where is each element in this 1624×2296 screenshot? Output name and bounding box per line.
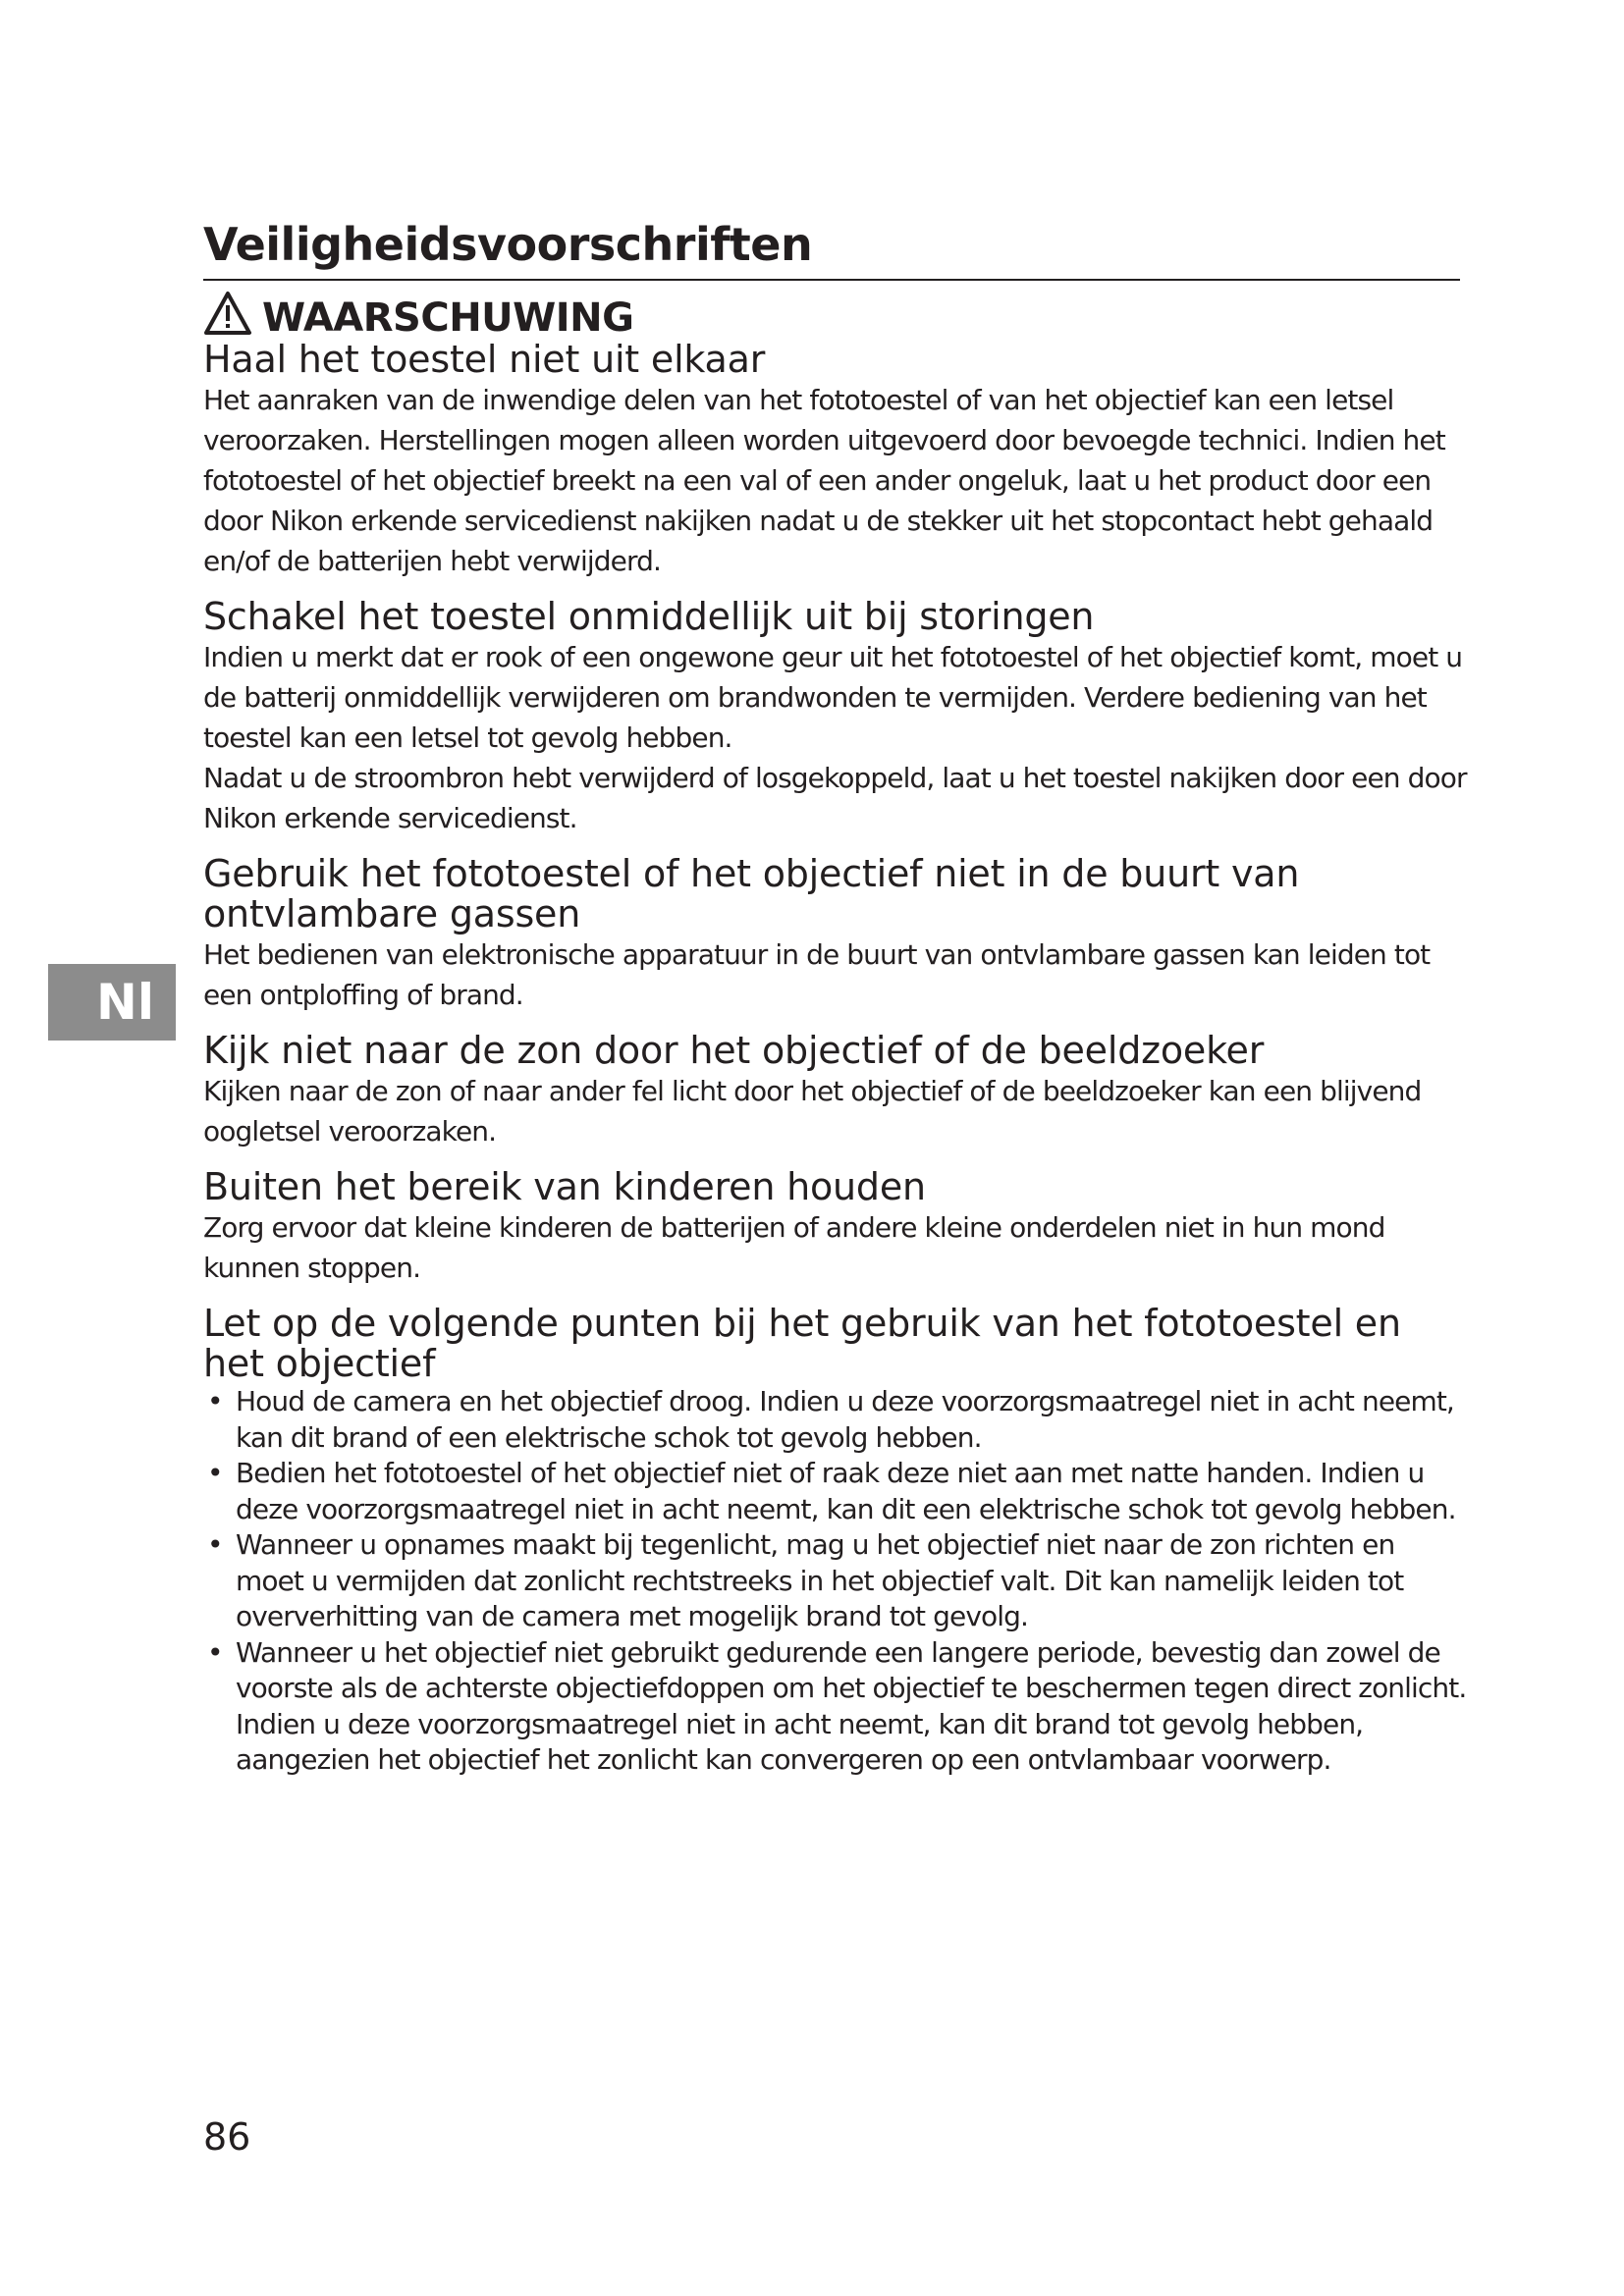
section-paragraph: Het bedienen van elektronische apparatuur in de buurt van ontvlambare gassen kan leiden tot een ontploffing of brand. bbox=[203, 938, 1431, 1011]
bullet-marker: • bbox=[207, 1528, 223, 1561]
page-number: 86 bbox=[203, 2115, 251, 2159]
warning-label: WAARSCHUWING bbox=[262, 295, 634, 341]
section-sun bbox=[203, 1031, 1470, 1151]
section-flammable-gas bbox=[203, 854, 1470, 1015]
list-item bbox=[203, 1635, 1470, 1779]
list-item bbox=[203, 1384, 1470, 1456]
precautions-list bbox=[203, 1384, 1470, 1779]
section-paragraph: Zorg ervoor dat kleine kinderen de batterijen of andere kleine onderdelen niet in hun mond kunnen stoppen. bbox=[203, 1211, 1385, 1284]
list-item-text: Bedien het fototoestel of het objectief niet of raak deze niet aan met natte handen. Indien u deze voorzorgsmaatregel niet in acht neemt, kan dit een elektrische schok tot gevolg hebben. bbox=[236, 1457, 1456, 1525]
section-heading: Schakel het toestel onmiddellijk uit bij storingen bbox=[203, 595, 1095, 638]
bullet-marker: • bbox=[207, 1385, 223, 1417]
section-heading: Let op de volgende punten bij het gebruik van het fototoestel en het objectief bbox=[203, 1302, 1401, 1385]
section-paragraph: Kijken naar de zon of naar ander fel licht door het objectief of de beeldzoeker kan een blijvend oogletsel veroorzaken. bbox=[203, 1075, 1422, 1148]
section-heading: Haal het toestel niet uit elkaar bbox=[203, 338, 766, 381]
list-item-text: Wanneer u opnames maakt bij tegenlicht, mag u het objectief niet naar de zon richten en moet u vermijden dat zonlicht rechtstreeks in het objectief valt. Dit kan namelijk leiden tot oververhitting van de camera met mogelijk brand tot gevolg. bbox=[236, 1528, 1404, 1632]
bullet-marker: • bbox=[207, 1457, 223, 1489]
section-paragraph: Het aanraken van de inwendige delen van het fototoestel of van het objectief kan een letsel veroorzaken. Herstellingen mogen alleen worden uitgevoerd door bevoegde technici. Indien het fototoestel of het objectief breekt na een val of een ander ongeluk, laat u het product door een door Nikon erkende servicedienst nakijken nadat u de stekker uit het stopcontact hebt gehaald en/of de batterijen hebt verwijderd. bbox=[203, 384, 1445, 577]
section-heading: Gebruik het fototoestel of het objectief niet in de buurt van ontvlambare gassen bbox=[203, 852, 1300, 935]
page-title: Veiligheidsvoorschriften bbox=[203, 216, 1460, 281]
section-disassembly bbox=[203, 340, 1470, 581]
content bbox=[203, 340, 1470, 1794]
section-heading: Kijk niet naar de zon door het objectief of de beeldzoeker bbox=[203, 1029, 1265, 1072]
section-heading: Buiten het bereik van kinderen houden bbox=[203, 1165, 926, 1208]
bullet-marker: • bbox=[207, 1635, 223, 1669]
section-precautions bbox=[203, 1304, 1470, 1779]
section-paragraph: Nadat u de stroombron hebt verwijderd of losgekoppeld, laat u het toestel nakijken door een door Nikon erkende servicedienst. bbox=[203, 762, 1467, 834]
list-item bbox=[203, 1527, 1470, 1635]
list-item-text: Wanneer u het objectief niet gebruikt gedurende een langere periode, bevestig dan zowel de voorste als de achterste objectiefdoppen om het objectief te beschermen tegen direct zonlicht. Indien u deze voorzorgsmaatregel niet in acht neemt, kan dit brand tot gevolg hebben, aangezien het objectief het zonlicht kan convergeren op een ontvlambaar voorwerp. bbox=[236, 1635, 1467, 1776]
list-item-text: Houd de camera en het objectief droog. Indien u deze voorzorgsmaatregel niet in acht neemt, kan dit brand of een elektrische schok tot gevolg hebben. bbox=[236, 1385, 1454, 1454]
section-paragraph: Indien u merkt dat er rook of een ongewone geur uit het fototoestel of het objectief komt, moet u de batterij onmiddellijk verwijderen om brandwonden te vermijden. Verdere bediening van het toestel kan een letsel tot gevolg hebben. bbox=[203, 641, 1463, 754]
section-malfunction bbox=[203, 597, 1470, 838]
language-tab: Nl bbox=[48, 964, 176, 1041]
list-item bbox=[203, 1456, 1470, 1527]
section-children bbox=[203, 1167, 1470, 1288]
